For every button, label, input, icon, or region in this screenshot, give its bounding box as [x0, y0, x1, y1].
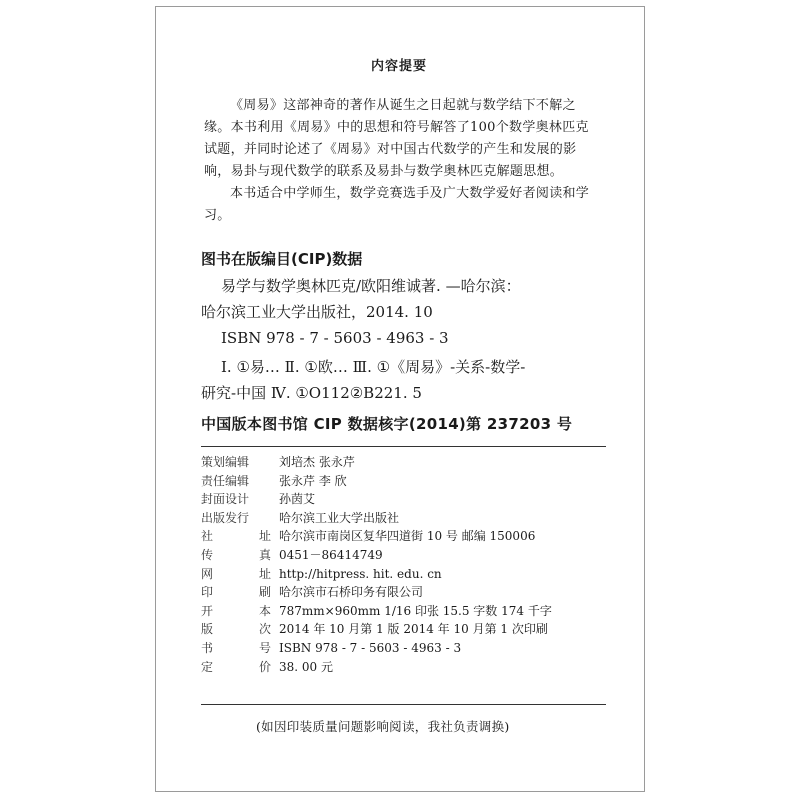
cip-class-line-1: Ⅰ. ①易… Ⅱ. ①欧… Ⅲ. ①《周易》-关系-数学-	[221, 358, 526, 376]
info-label-part: 刷	[258, 585, 271, 600]
divider-bottom	[201, 704, 606, 705]
divider-top	[201, 446, 606, 447]
cip-title-line: 易学与数学奥林匹克/欧阳维诚著. —哈尔滨：	[221, 277, 521, 295]
info-value: http://hitpress. hit. edu. cn	[279, 566, 442, 581]
info-value: 787mm×960mm 1/16 印张 15.5 字数 174 千字	[279, 603, 552, 618]
info-row	[201, 602, 552, 621]
info-label-part: 出版发行	[201, 510, 250, 525]
info-label-part: 传	[201, 547, 214, 562]
info-row	[201, 472, 552, 491]
info-label-part: 版	[201, 622, 214, 637]
info-label-part: 号	[258, 640, 271, 655]
info-row	[201, 453, 552, 472]
info-label-part: 定	[201, 659, 214, 674]
info-row	[201, 639, 552, 658]
info-label-part: 社	[201, 529, 214, 544]
info-value: 哈尔滨市石桥印务有限公司	[279, 585, 424, 600]
info-label-part: 真	[258, 547, 271, 562]
summary-heading: 内容提要	[371, 59, 428, 74]
info-value: 张永芹 李 欣	[279, 473, 347, 488]
info-label	[201, 620, 271, 639]
info-label-part: 址	[258, 529, 271, 544]
cip-classification	[201, 354, 525, 406]
info-row	[201, 509, 552, 528]
info-row	[201, 527, 552, 546]
footer-note: (如因印装质量问题影响阅读，我社负责调换)	[256, 719, 510, 734]
info-label-part: 印	[201, 585, 214, 600]
info-label-part: 封面设计	[201, 492, 250, 507]
info-label	[201, 602, 271, 621]
info-row	[201, 565, 552, 584]
info-value: ISBN 978 - 7 - 5603 - 4963 - 3	[279, 640, 462, 655]
info-label-part: 址	[258, 566, 271, 581]
info-value: 孙茵艾	[279, 492, 316, 507]
info-label-part: 策划编辑	[201, 455, 250, 469]
info-value: 0451－86414749	[279, 547, 383, 562]
info-label-part: 次	[258, 622, 271, 637]
info-row	[201, 546, 552, 565]
info-label	[201, 509, 271, 528]
info-label	[201, 583, 271, 602]
publication-info	[201, 453, 552, 676]
info-label-part: 本	[258, 603, 271, 618]
info-value: 38. 00 元	[279, 659, 333, 674]
info-label	[201, 546, 271, 565]
info-label	[201, 490, 271, 509]
info-label	[201, 472, 271, 491]
cip-class-line-2: 研究-中国 Ⅳ. ①O112②B221. 5	[201, 384, 422, 402]
info-value: 哈尔滨工业大学出版社	[279, 510, 400, 525]
copyright-page	[155, 6, 645, 792]
cip-isbn-line: ISBN 978 - 7 - 5603 - 4963 - 3	[221, 329, 449, 347]
info-row	[201, 583, 552, 602]
info-label	[201, 565, 271, 584]
summary-paragraph-1: 《周易》这部神奇的著作从诞生之日起就与数学结下不解之缘。本书利用《周易》中的思想和符号解答了100个数学奥林匹克试题，并同时论述了《周易》对中国古代数学的产生和发展的影响，易卦与现代数学的联系及易卦与数学奥林匹克解题思想。	[204, 98, 589, 179]
info-label-part: 价	[258, 659, 271, 674]
cip-record	[201, 273, 521, 351]
summary-text	[204, 95, 594, 227]
summary-paragraph-2: 本书适合中学师生，数学竞赛选手及广大数学爱好者阅读和学习。	[204, 186, 590, 223]
info-label	[201, 658, 271, 677]
info-row	[201, 658, 552, 677]
info-row	[201, 620, 552, 639]
info-row	[201, 490, 552, 509]
cip-record-number: 中国版本图书馆 CIP 数据核字(2014)第 237203 号	[201, 415, 573, 433]
cip-publisher-line: 哈尔滨工业大学出版社，2014. 10	[201, 303, 433, 321]
info-label-part: 责任编辑	[201, 473, 250, 488]
info-label	[201, 453, 271, 472]
info-label-part: 书	[201, 640, 214, 655]
info-value: 刘培杰 张永芹	[279, 455, 355, 469]
info-label	[201, 639, 271, 658]
info-value: 哈尔滨市南岗区复华四道街 10 号 邮编 150006	[279, 529, 536, 544]
info-label-part: 网	[201, 566, 214, 581]
cip-heading: 图书在版编目(CIP)数据	[201, 250, 363, 268]
info-value: 2014 年 10 月第 1 版 2014 年 10 月第 1 次印刷	[279, 622, 548, 637]
info-label	[201, 527, 271, 546]
info-label-part: 开	[201, 603, 214, 618]
